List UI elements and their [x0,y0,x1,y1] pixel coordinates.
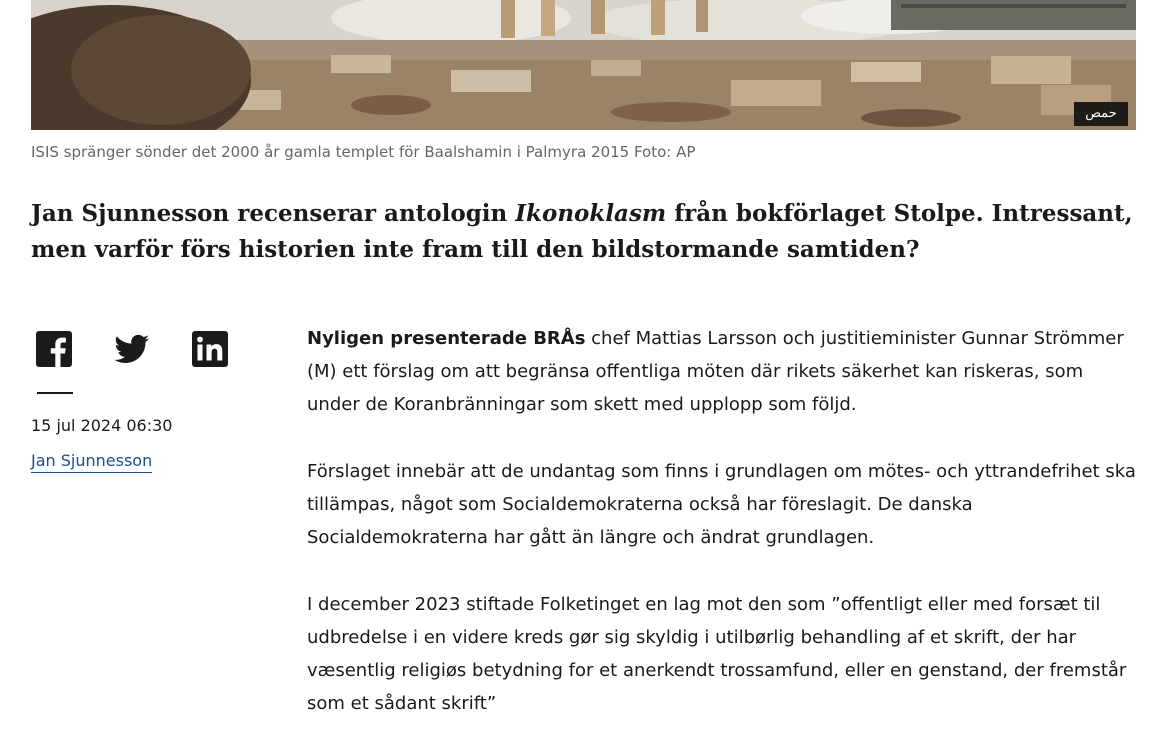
watermark-badge [1074,102,1128,126]
photo-caption: ISIS spränger sönder det 2000 år gamla templet för Baalshamin i Palmyra 2015 Foto: AP [31,143,696,161]
linkedin-icon[interactable] [192,331,228,367]
facebook-icon[interactable] [36,331,72,367]
publish-date: 15 jul 2024 06:30 [31,416,173,435]
hero-image [31,0,1136,130]
author-link[interactable]: Jan Sjunnesson [31,451,152,473]
twitter-icon[interactable] [114,331,150,367]
paragraph-1 [307,322,1136,421]
paragraph-1-strong: Nyligen presenterade BRÅs [307,328,586,349]
hero-photo-illustration [31,0,1136,130]
paragraph-3: I december 2023 stiftade Folketinget en lag mot den som ”offentligt eller med forsæt til udbredelse i en videre kreds gør sig skyldig i utilbørlig behandling af et skrift, der har væsentlig religiøs betydning for et anerkendt trossamfund, eller en genstand, der fremstår som et sådant skrift” [307,594,1127,714]
paragraph-2: Förslaget innebär att de undantag som finns i grundlagen om mötes- och yttrandefrihet ska tillämpas, något som Socialdemokraterna också har föreslagit. De danska Socialdemokraterna har gått än längre och ändrat grundlagen. [307,461,1136,548]
lead-text-part2: från bokförlaget Stolpe. Intressant, men varför förs historien inte fram till den bildstormande samtiden? [31,200,1133,263]
article-body [307,322,1136,754]
paragraph-1-rest: chef Mattias Larsson och justitieminister Gunnar Strömmer (M) ett förslag om att begränsa offentliga möten där rikets säkerhet kan riskeras, som under de Koranbränningar som skett med upplopp som följd. [307,328,1124,415]
watermark-text: حمص [1085,106,1117,121]
share-buttons [36,331,228,367]
lead-book-title: Ikonoklasm [515,200,667,227]
meta-divider [37,392,73,394]
lead-text-part1: Jan Sjunnesson recenserar antologin [31,200,516,227]
article-lead [31,196,1136,268]
